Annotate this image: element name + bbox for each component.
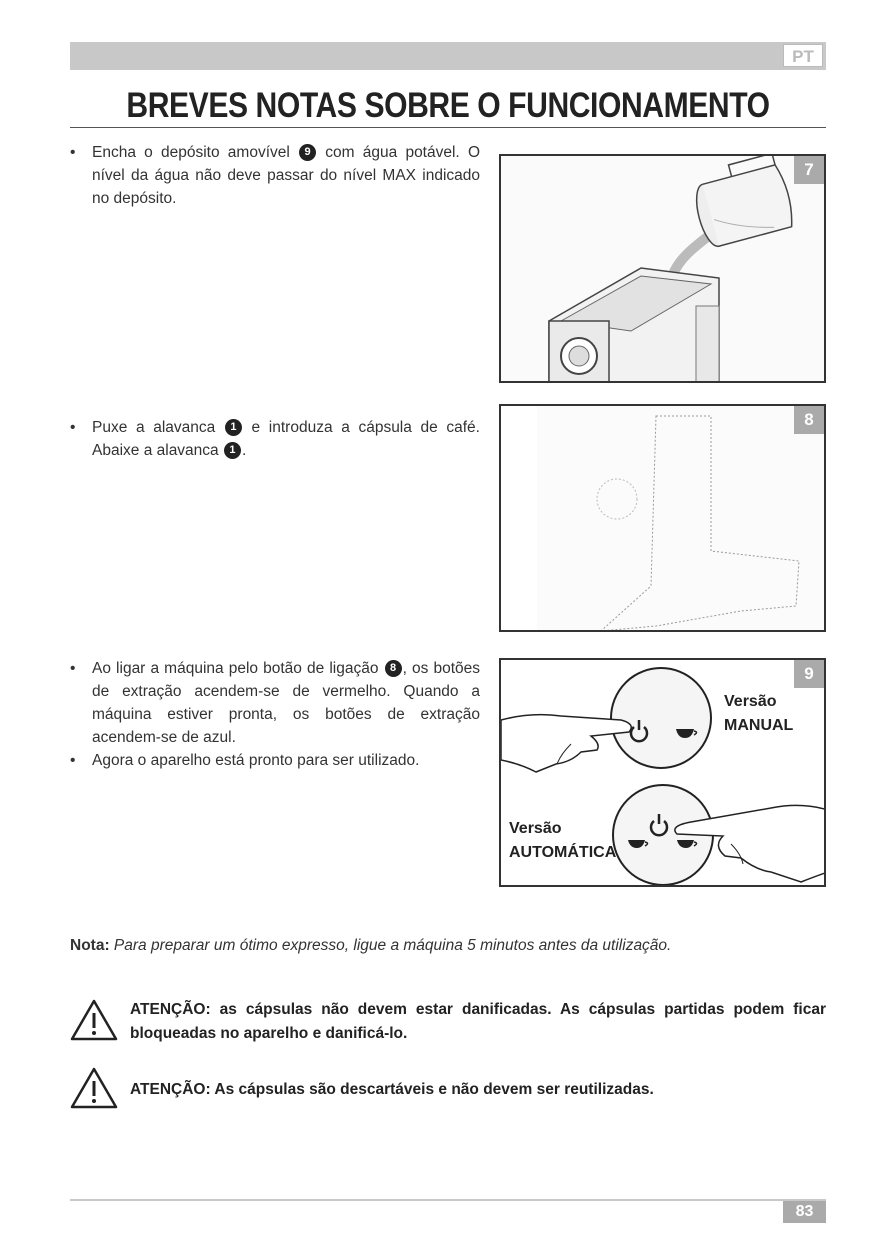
figure-7 (499, 154, 826, 383)
footer-divider (70, 1199, 826, 1201)
instruction-block-1 (70, 141, 480, 210)
warning-2 (70, 1066, 826, 1110)
instruction-block-2 (70, 416, 480, 462)
figure-number: 9 (794, 660, 824, 688)
warning-1 (70, 998, 826, 1046)
note (70, 937, 671, 955)
list-item: • Agora o aparelho está pronto para ser utilizado. (70, 749, 480, 772)
warning-text: ATENÇÃO: as cápsulas não devem estar danificadas. As cápsulas partidas podem ficar bloqueadas no aparelho e danificá-lo. (130, 1001, 826, 1042)
note-label: Nota: (70, 937, 110, 954)
note-text: Para preparar um ótimo expresso, ligue a máquina 5 minutos antes da utilização. (109, 937, 672, 954)
warning-triangle-icon (70, 998, 118, 1042)
callout-number: 1 (225, 419, 242, 436)
figure-9 (499, 658, 826, 887)
automatic-version-label: Versão AUTOMÁTICA (509, 820, 617, 861)
water-tank-illustration (501, 156, 826, 383)
title-divider (70, 127, 826, 128)
figure-8 (499, 404, 826, 632)
callout-number: 8 (385, 660, 402, 677)
capsule-illustration (501, 406, 826, 632)
page-number: 83 (783, 1201, 826, 1223)
manual-version-label: Versão MANUAL (724, 693, 794, 734)
callout-number: 1 (224, 442, 241, 459)
page-title: BREVES NOTAS SOBRE O FUNCIONAMENTO (126, 86, 770, 125)
list-item: • Encha o depósito amovível 9 com água potável. O nível da água não deve passar do nível MAX indicado no depósito. (70, 141, 480, 210)
instruction-block-3 (70, 657, 480, 772)
language-badge: PT (783, 44, 823, 67)
warning-triangle-icon (70, 1066, 118, 1110)
header-bar (70, 42, 826, 70)
list-item: • Ao ligar a máquina pelo botão de ligação 8 , os botões de extração acendem-se de vermelho. Quando a máquina estiver pronta, os botões de extração acendem-se de azul. (70, 657, 480, 749)
warning-text: ATENÇÃO: As cápsulas são descartáveis e não devem ser reutilizadas. (130, 1081, 654, 1098)
list-item: • Puxe a alavanca 1 e introduza a cápsula de café. Abaixe a alavanca 1 . (70, 416, 480, 462)
callout-number: 9 (299, 144, 316, 161)
figure-number: 8 (794, 406, 824, 434)
figure-number: 7 (794, 156, 824, 184)
